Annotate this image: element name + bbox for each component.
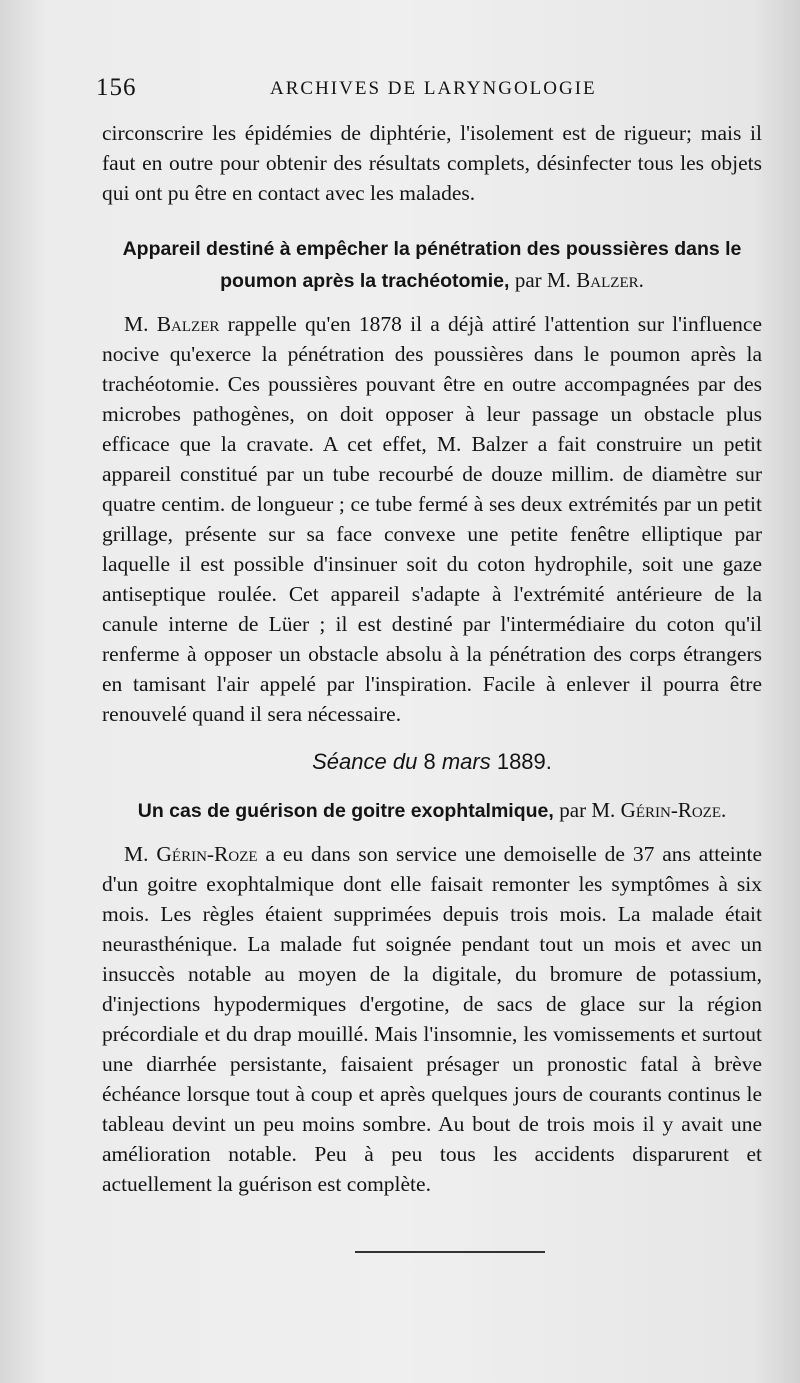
section-byline-prefix: par M.: [514, 268, 571, 292]
section-heading-appareil: [102, 234, 762, 297]
page-header: [96, 74, 656, 108]
section-byline-prefix: par M.: [559, 798, 616, 822]
page-body: [102, 118, 762, 1199]
page-number: 156: [96, 74, 137, 101]
running-head: ARCHIVES DE LARYNGOLOGIE: [270, 78, 597, 99]
author-title: M.: [124, 312, 149, 336]
seance-month: mars: [441, 749, 491, 774]
closing-rule: [355, 1251, 545, 1253]
section-heading-goitre: [102, 795, 762, 827]
paragraph-text: a eu dans son service une demoiselle de 37 ans atteinte d'un goitre exophtalmique dont elle faisait remonter les symptômes à six mois. Les règles étaient supprimées depuis trois mois. La malade était neurasthénique. La malade fut soignée pendant tout un mois et avec un insuccès notable au moyen de la digitale, du bromure de potassium, d'injections hypodermiques d'ergotine, de sacs de glace sur la région précordiale et du drap mouillé. Mais l'insomnie, les vomissements et surtout une diarrhée persistante, faisaient présager un pronostic fatal à brève échéance lorsque tout à coup et après quelques jours de courants continus le tableau devint un peu moins sombre. Au bout de trois mois il y avait une amélioration notable. Peu à peu tous les accidents disparurent et actuellement la guérison est complète.: [102, 842, 763, 1196]
section-author: Gérin-Roze.: [620, 798, 727, 822]
section-heading-text: Appareil destiné à empêcher la pénétration des poussières dans le poumon après la trachéotomie,: [122, 238, 742, 292]
section-author: Balzer.: [576, 268, 644, 292]
paragraph-balzer: [102, 309, 762, 729]
paragraph-intro: circonscrire les épidémies de diphtérie, l'isolement est de rigueur; mais il faut en outre pour obtenir des résultats complets, désinfecter tous les objets qui ont pu être en contact avec les malades.: [102, 121, 762, 205]
seance-year: 1889.: [496, 749, 552, 774]
seance-label: Séance du: [312, 749, 418, 774]
author-name: Balzer: [156, 312, 220, 336]
paragraph-text: rappelle qu'en 1878 il a déjà attiré l'attention sur l'influence nocive qu'exerce la pénétration des poussières dans le poumon après la trachéotomie. Ces poussières pouvant être en outre accompagnées par des microbes pathogènes, on doit opposer à leur passage un obstacle plus efficace que la cravate. A cet effet, M. Balzer a fait construire un petit appareil constitué par un tube recourbé de douze millim. de diamètre sur quatre centim. de longueur ; ce tube fermé à ses deux extrémités par un petit grillage, présente sur sa face convexe une petite fenêtre elliptique par laquelle il est possible d'insinuer soit du coton hydrophile, soit une gaze antiseptique roulée. Cet appareil s'adapte à l'extrémité antérieure de la canule interne de Lüer ; il est destiné par l'intermédiaire du coton qu'il renferme à opposer un obstacle absolu à la pénétration des corps étrangers en tamisant l'air appelé par l'inspiration. Facile à enlever il pourra être renouvelé quand il sera nécessaire.: [102, 312, 763, 726]
seance-heading: [102, 747, 762, 777]
paragraph-gerin-roze: [102, 839, 762, 1199]
seance-day: 8: [423, 749, 436, 774]
author-title: M.: [124, 842, 149, 866]
author-name: Gérin-Roze: [156, 842, 258, 866]
section-heading-text: Un cas de guérison de goitre exophtalmique,: [137, 800, 554, 822]
